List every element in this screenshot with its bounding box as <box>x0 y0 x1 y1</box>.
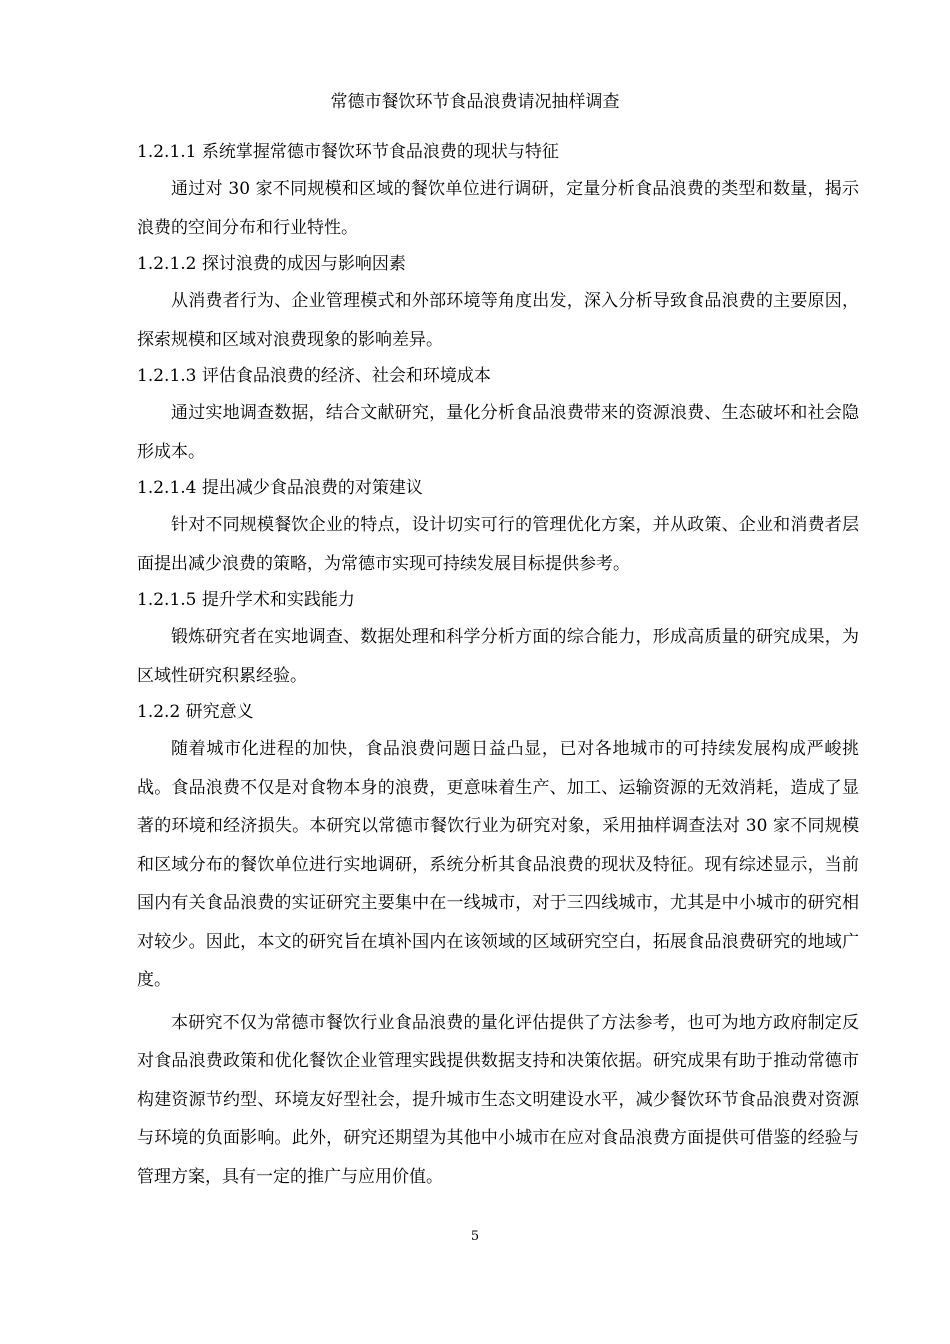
section-heading: 1.2.1.4 提出减少食品浪费的对策建议 <box>137 478 423 498</box>
section-heading: 1.2.1.2 探讨浪费的成因与影响因素 <box>137 254 406 274</box>
body-paragraph: 本研究不仅为常德市餐饮行业食品浪费的量化评估提供了方法参考，也可为地方政府制定反对食品浪费政策和优化餐饮企业管理实践提供数据支持和决策依据。研究成果有助于推动常德市构建资源节约型、环境友好型社会，提升城市生态文明建设水平，减少餐饮环节食品浪费对资源与环境的负面影响。此外，研究还期望为其他中小城市在应对食品浪费方面提供可借鉴的经验与管理方案，具有一定的推广与应用价值。 <box>137 1012 859 1187</box>
page-number: 5 <box>470 1229 480 1244</box>
section-1-2-2 <box>137 695 859 1196</box>
section-1-2-1-5 <box>137 583 859 695</box>
section-heading: 1.2.1.1 系统掌握常德市餐饮环节食品浪费的现状与特征 <box>137 142 559 162</box>
section-1-2-1-3 <box>137 359 859 471</box>
body-paragraph: 通过对 30 家不同规模和区域的餐饮单位进行调研，定量分析食品浪费的类型和数量，揭示浪费的空间分布和行业特性。 <box>137 179 859 238</box>
body-content <box>137 135 859 1196</box>
body-paragraph: 锻炼研究者在实地调查、数据处理和科学分析方面的综合能力，形成高质量的研究成果，为区域性研究积累经验。 <box>137 627 859 686</box>
section-1-2-1-2 <box>137 247 859 359</box>
body-paragraph: 通过实地调查数据，结合文献研究，量化分析食品浪费带来的资源浪费、生态破坏和社会隐形成本。 <box>137 403 859 462</box>
body-paragraph: 从消费者行为、企业管理模式和外部环境等角度出发，深入分析导致食品浪费的主要原因，探索规模和区域对浪费现象的影响差异。 <box>137 291 859 350</box>
section-1-2-1-1 <box>137 135 859 247</box>
section-heading: 1.2.2 研究意义 <box>137 702 254 722</box>
body-paragraph: 针对不同规模餐饮企业的特点，设计切实可行的管理优化方案，并从政策、企业和消费者层面提出减少浪费的策略，为常德市实现可持续发展目标提供参考。 <box>137 515 859 574</box>
section-heading: 1.2.1.3 评估食品浪费的经济、社会和环境成本 <box>137 366 491 386</box>
running-title: 常德市餐饮环节食品浪费请况抽样调查 <box>330 92 620 112</box>
body-paragraph: 随着城市化进程的加快，食品浪费问题日益凸显，已对各地城市的可持续发展构成严峻挑战。食品浪费不仅是对食物本身的浪费，更意味着生产、加工、运输资源的无效消耗，造成了显著的环境和经济损失。本研究以常德市餐饮行业为研究对象，采用抽样调查法对 30 家不同规模和区域分布的餐饮单位进行实地调研，系统分析其食品浪费的现状及特征。现有综述显示，当前国内有关食品浪费的实证研究主要集中在一线城市，对于三四线城市，尤其是中小城市的研究相对较少。因此，本文的研究旨在填补国内在该领域的区域研究空白，拓展食品浪费研究的地域广度。 <box>137 739 859 990</box>
section-1-2-1-4 <box>137 471 859 583</box>
section-heading: 1.2.1.5 提升学术和实践能力 <box>137 590 355 610</box>
